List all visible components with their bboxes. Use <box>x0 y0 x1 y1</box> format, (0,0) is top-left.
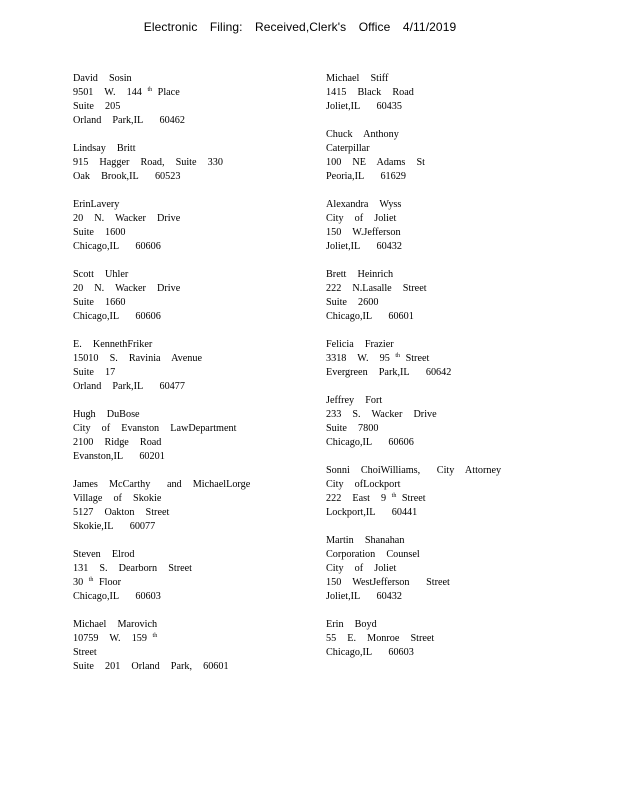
address-line: Suite 1600 <box>73 227 126 238</box>
address-line: 150 WestJefferson Street <box>326 577 450 588</box>
recipient-name: Martin Shanahan <box>326 535 405 546</box>
address-line: Peoria,IL 61629 <box>326 171 406 182</box>
address-line: Chicago,IL 60606 <box>73 241 161 252</box>
address-line: Chicago,IL 60601 <box>326 311 414 322</box>
address-line: 20 N. Wacker Drive <box>73 213 181 224</box>
address-block <box>73 408 303 464</box>
address-line: Chicago,IL 60603 <box>326 647 414 658</box>
address-line: 3318 W. 95 $^{th}$ Street <box>326 353 430 364</box>
address-line: 2100 Ridge Road <box>73 437 162 448</box>
address-block <box>326 198 526 254</box>
recipient-name: Jeffrey Fort <box>326 395 383 406</box>
address-block <box>73 142 303 184</box>
address-line: Chicago,IL 60603 <box>73 591 161 602</box>
recipient-name: E. KennethFriker <box>73 339 153 350</box>
address-line: 1415 Black Road <box>326 87 414 98</box>
address-block <box>73 548 303 604</box>
address-line: 915 Hagger Road, Suite 330 <box>73 157 223 168</box>
address-line: 222 N.Lasalle Street <box>326 283 427 294</box>
address-line: Joliet,IL 60432 <box>326 241 402 252</box>
address-line: Chicago,IL 60606 <box>326 437 414 448</box>
address-line: 233 S. Wacker Drive <box>326 409 437 420</box>
address-line: Joliet,IL 60432 <box>326 591 402 602</box>
address-line: Oak Brook,IL 60523 <box>73 171 181 182</box>
recipient-name: Michael Stiff <box>326 73 389 84</box>
address-line: Village of Skokie <box>73 493 162 504</box>
recipient-name: Hugh DuBose <box>73 409 140 420</box>
address-line: 20 N. Wacker Drive <box>73 283 181 294</box>
address-line: Joliet,IL 60435 <box>326 101 402 112</box>
recipient-name: Chuck Anthony <box>326 129 399 140</box>
address-line: Corporation Counsel <box>326 549 420 560</box>
address-line: Street <box>73 647 97 658</box>
recipient-name: Scott Uhler <box>73 269 129 280</box>
address-block <box>326 464 526 520</box>
address-line: Orland Park,IL 60462 <box>73 115 185 126</box>
address-line: City of Joliet <box>326 213 397 224</box>
address-line: 30 $^{th}$ Floor <box>73 577 122 588</box>
address-line: City ofLockport <box>326 479 401 490</box>
service-list-right-column <box>326 72 526 674</box>
address-line: Suite 17 <box>73 367 116 378</box>
service-list-left-column <box>73 72 303 688</box>
address-line: City of Joliet <box>326 563 397 574</box>
address-line: Suite 2600 <box>326 297 379 308</box>
address-block <box>326 618 526 660</box>
recipient-name: Brett Heinrich <box>326 269 394 280</box>
address-line: Suite 1660 <box>73 297 126 308</box>
address-line: 222 East 9 $^{th}$ Street <box>326 493 426 504</box>
address-line: 15010 S. Ravinia Avenue <box>73 353 203 364</box>
address-line: Suite 201 Orland Park, 60601 <box>73 661 229 672</box>
recipient-name: David Sosin <box>73 73 132 84</box>
address-line: 55 E. Monroe Street <box>326 633 435 644</box>
recipient-name: Felicia Frazier <box>326 339 394 350</box>
address-line: Orland Park,IL 60477 <box>73 381 185 392</box>
address-line: City of Evanston LawDepartment <box>73 423 237 434</box>
filing-header: Electronic Filing: Received,Clerk's Office 4/11/2019 <box>143 20 457 34</box>
address-block <box>326 72 526 114</box>
recipient-name: James McCarthy and MichaelLorge <box>73 479 251 490</box>
address-line: Suite 7800 <box>326 423 379 434</box>
recipient-name: Erin Boyd <box>326 619 377 630</box>
recipient-name: ErinLavery <box>73 199 120 210</box>
recipient-name: Lindsay Britt <box>73 143 136 154</box>
address-line: Evergreen Park,IL 60642 <box>326 367 452 378</box>
recipient-name: Sonni ChoiWilliams, City Attorney <box>326 465 502 476</box>
address-line: 5127 Oakton Street <box>73 507 170 518</box>
address-block <box>326 128 526 184</box>
recipient-name: Steven Elrod <box>73 549 135 560</box>
address-block <box>326 338 526 380</box>
recipient-name: Alexandra Wyss <box>326 199 402 210</box>
address-block <box>73 72 303 128</box>
address-line: 9501 W. 144 $^{th}$ Place <box>73 87 180 98</box>
address-line: Suite 205 <box>73 101 121 112</box>
recipient-name: Michael Marovich <box>73 619 158 630</box>
address-line: 100 NE Adams St <box>326 157 425 168</box>
address-line: Lockport,IL 60441 <box>326 507 418 518</box>
address-line: Evanston,IL 60201 <box>73 451 165 462</box>
address-block <box>326 534 526 604</box>
address-block <box>326 394 526 450</box>
address-block <box>326 268 526 324</box>
address-block <box>73 198 303 254</box>
address-block <box>73 268 303 324</box>
address-line: 10759 W. 159 $^{th}$ <box>73 633 158 644</box>
address-line: Caterpillar <box>326 143 370 154</box>
address-line: Chicago,IL 60606 <box>73 311 161 322</box>
address-line: Skokie,IL 60077 <box>73 521 156 532</box>
address-block <box>73 338 303 394</box>
address-block <box>73 618 303 674</box>
address-line: 150 W.Jefferson <box>326 227 401 238</box>
address-line: 131 S. Dearborn Street <box>73 563 193 574</box>
address-block <box>73 478 303 534</box>
